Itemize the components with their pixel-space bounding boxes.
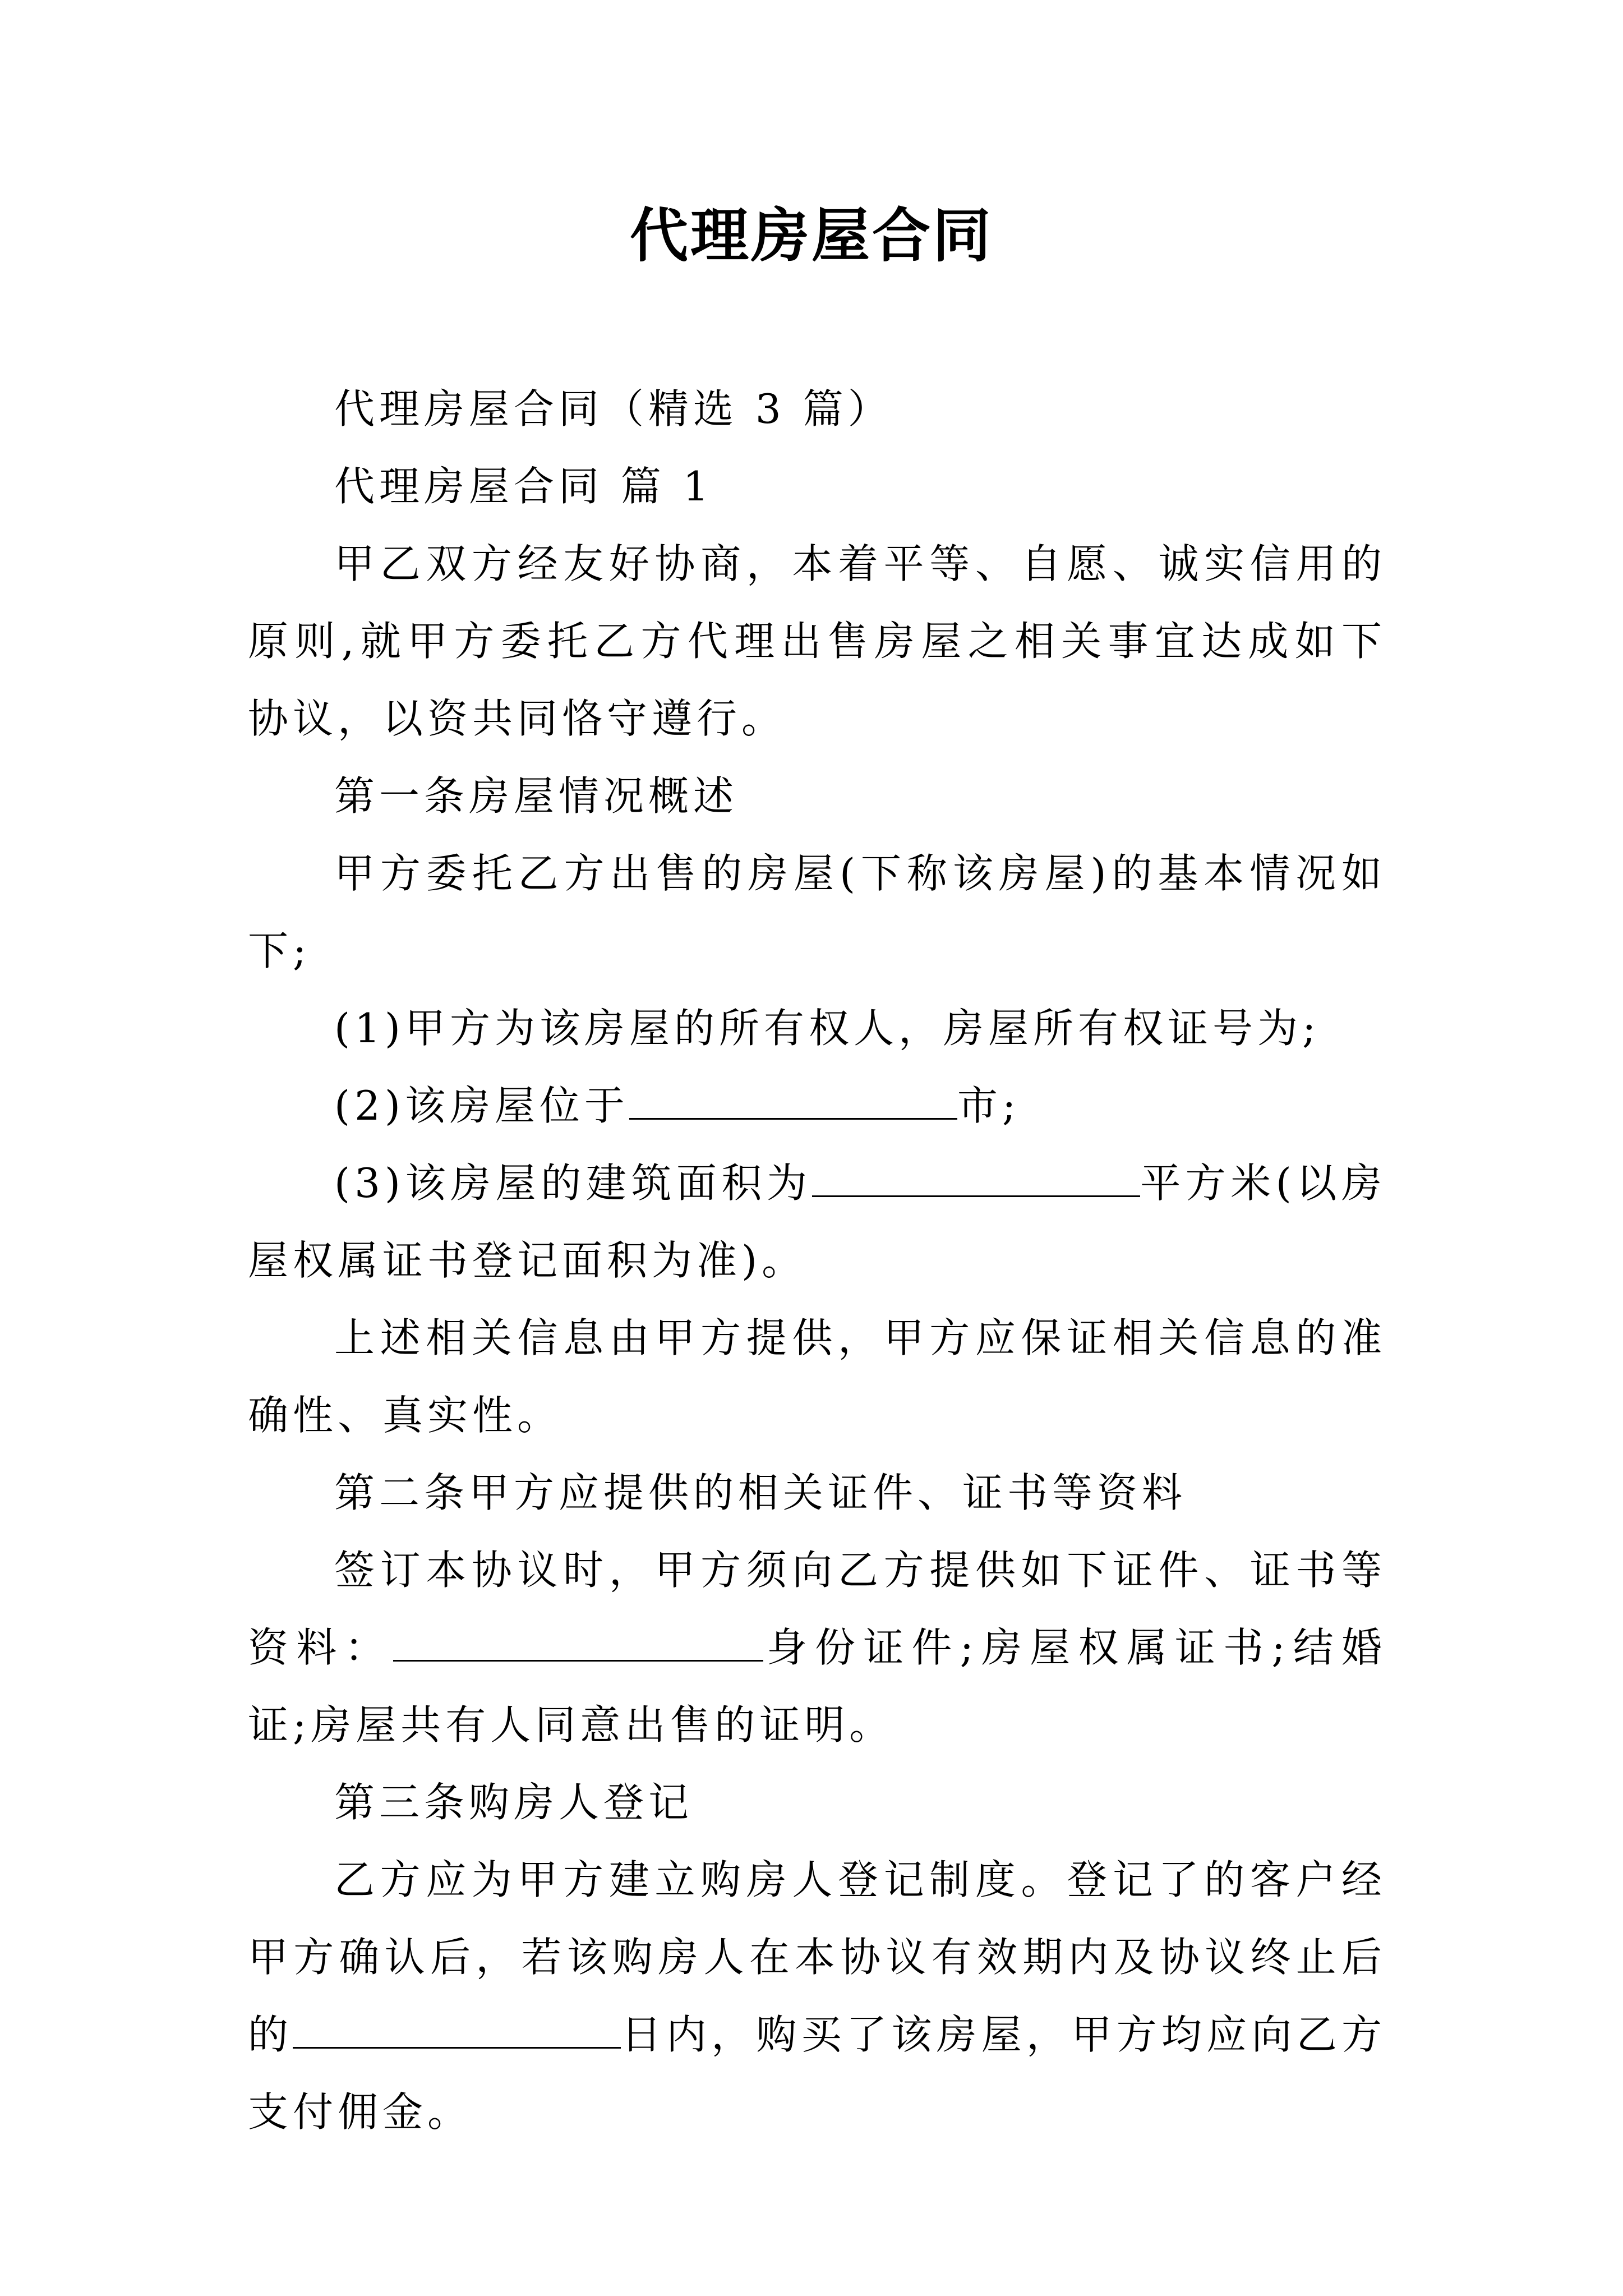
article-2-heading: 第二条甲方应提供的相关证件、证书等资料 — [334, 1469, 1187, 1516]
document-title: 代理房屋合同 — [629, 201, 993, 270]
section-heading-part-1: 代理房屋合同 篇 1 — [334, 463, 713, 510]
paragraph-buyer-registration — [248, 1841, 1386, 2151]
buyer-registration-text: 乙方应为甲方建立购房人登记制度。登记了的客户经甲方确认后，若该购房人在本协议有效期内及协议终止后的 — [248, 1856, 1386, 2058]
area-label: (3)该房屋的建筑面积为 — [334, 1159, 812, 1207]
paragraph-basic-info: 甲方委托乙方出售的房屋(下称该房屋)的基本情况如下; — [248, 850, 1386, 974]
article-1-heading: 第一条房屋情况概述 — [334, 772, 739, 820]
location-label: (2)该房屋位于 — [334, 1082, 629, 1129]
paragraph-location — [248, 1067, 1386, 1144]
area-suffix: 平方米(以房屋权属证书登记面积为准)。 — [248, 1159, 1386, 1284]
paragraph-required-documents — [248, 1531, 1386, 1764]
required-documents-blank-line — [393, 1617, 763, 1662]
required-documents-list: 身份证件;房屋权属证书;结婚证;房屋共有人同意出售的证明。 — [248, 1624, 1386, 1749]
area-blank-line — [812, 1153, 1140, 1197]
subtitle-selected: 代理房屋合同（精选 3 篇） — [334, 385, 893, 432]
paragraph-introduction: 甲乙双方经友好协商，本着平等、自愿、诚实信用的原则,就甲方委托乙方代理出售房屋之相关事宜达成如下协议，以资共同恪守遵行。 — [248, 540, 1386, 742]
paragraph-accuracy: 上述相关信息由甲方提供，甲方应保证相关信息的准确性、真实性。 — [248, 1314, 1386, 1439]
location-blank-line — [629, 1075, 957, 1120]
paragraph-area — [248, 1144, 1386, 1299]
buyer-registration-blank-line — [293, 2004, 621, 2049]
article-3-heading: 第三条购房人登记 — [334, 1779, 694, 1826]
paragraph-owner-info: (1)甲方为该房屋的所有权人，房屋所有权证号为; — [334, 1005, 1321, 1052]
buyer-registration-suffix: 日内，购买了该房屋，甲方均应向乙方支付佣金。 — [248, 2011, 1386, 2136]
location-suffix: 市; — [957, 1082, 1021, 1129]
document-body — [248, 370, 1386, 2151]
required-documents-label: 签订本协议时，甲方须向乙方提供如下证件、证书等资料： — [248, 1547, 1386, 1671]
